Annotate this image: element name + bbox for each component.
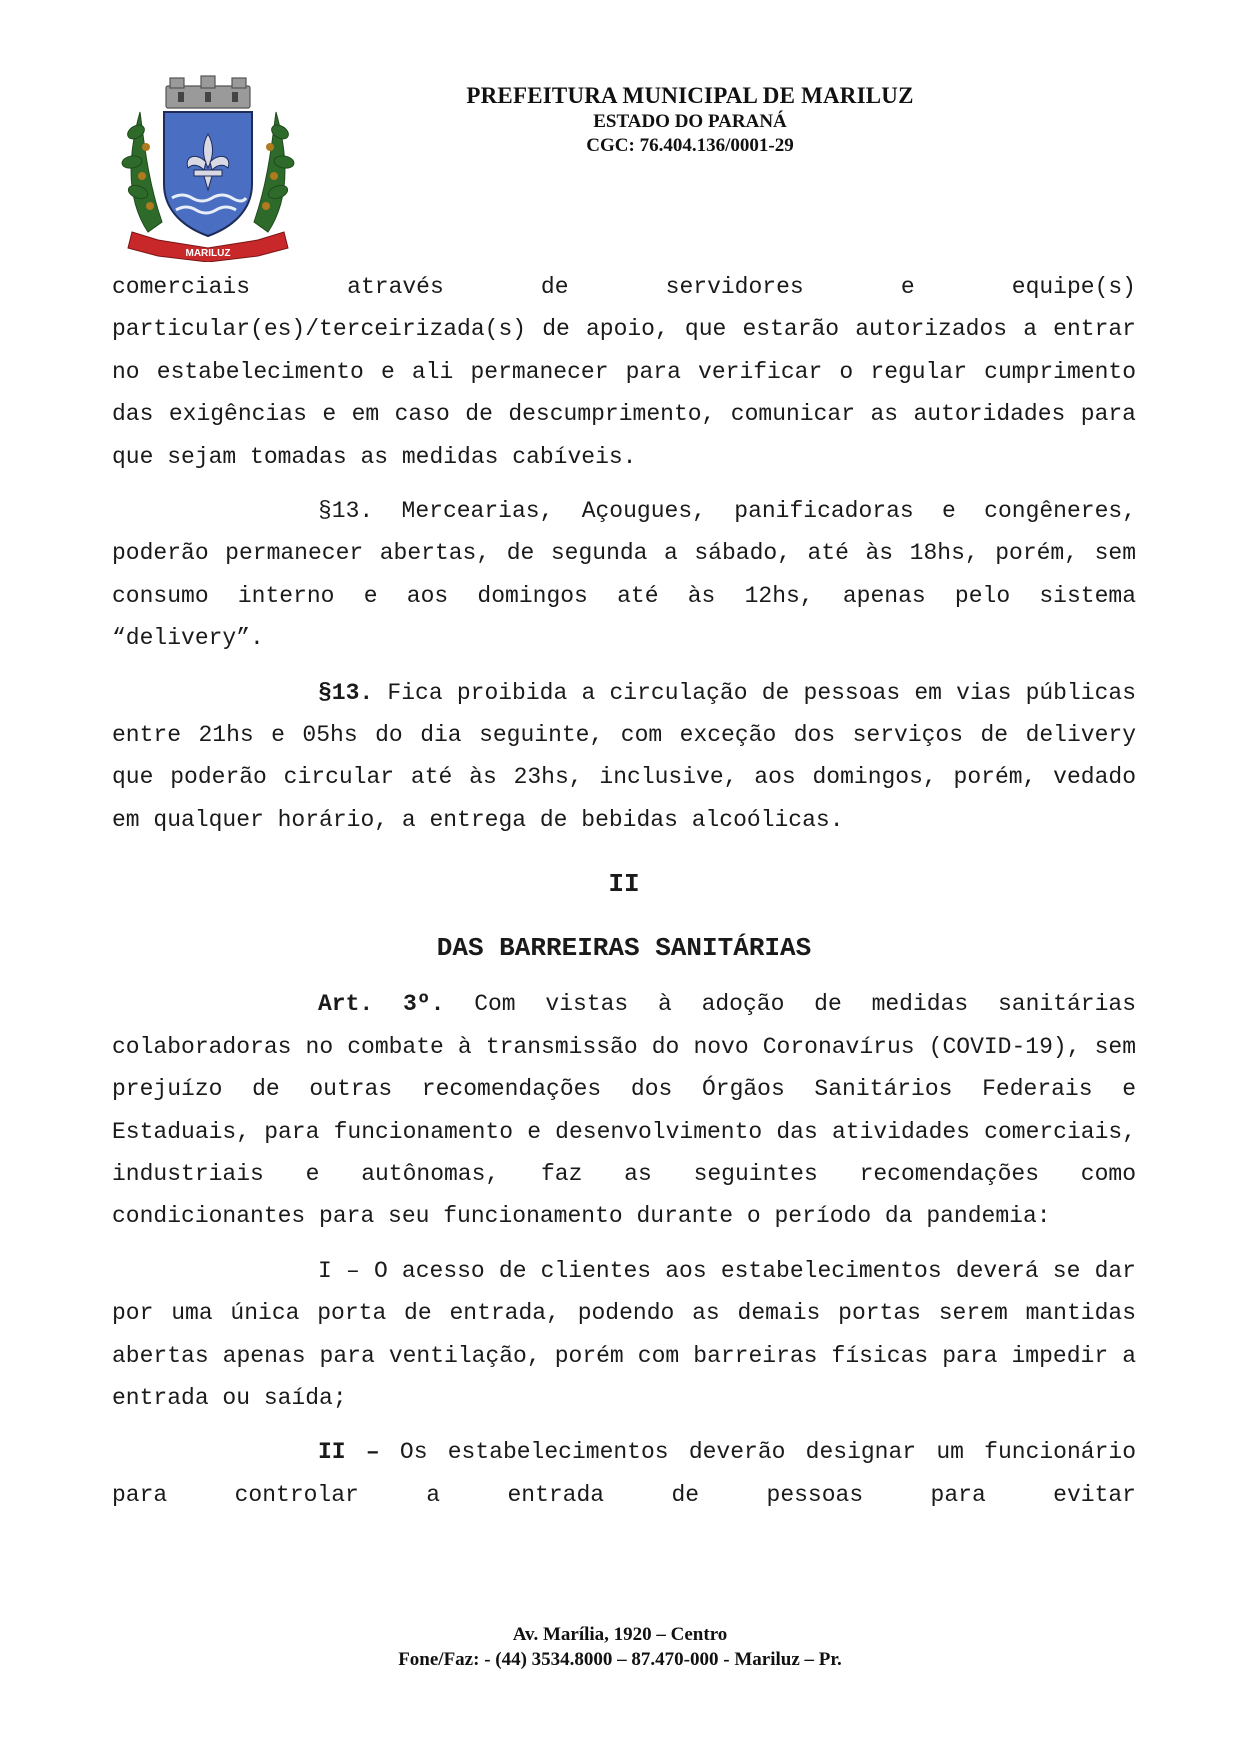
paragraph-art3 xyxy=(112,983,1136,1237)
crest-ribbon-text: MARILUZ xyxy=(185,248,231,259)
item-ii-label: II – xyxy=(318,1439,380,1466)
art3-label: Art. 3º. xyxy=(318,991,445,1018)
art3-text: Com vistas à adoção de medidas sanitárias colaboradoras no combate à transmissão do novo Coronavírus (COVID-19), sem prejuízo de outras recomendações dos Órgãos Sanitários Federais e Estaduais, para funcionamento e desenvolvimento das atividades comerciais, industriais e autônomas, faz as seguintes recomendações como condicionantes para seu funcionamento durante o período da pandemia: xyxy=(112,991,1136,1230)
paragraph-item-ii xyxy=(112,1431,1136,1516)
footer-contact: Fone/Faz: - (44) 3534.8000 – 87.470-000 - Mariluz – Pr. xyxy=(398,1649,842,1670)
header-cgc: CGC: 76.404.136/0001-29 xyxy=(586,135,794,156)
paragraph-sec13-curfew xyxy=(112,672,1136,842)
municipal-crest-logo xyxy=(118,72,298,262)
sec13-label: §13. xyxy=(318,679,374,706)
header-title: PREFEITURA MUNICIPAL DE MARILUZ xyxy=(466,83,914,108)
item-ii-text: Os estabelecimentos deverão designar um funcionário para controlar a entrada de pessoas para evitar xyxy=(112,1439,1136,1508)
chapter-number: II xyxy=(608,869,640,900)
sec13-curfew-text: Fica proibida a circulação de pessoas em vias públicas entre 21hs e 05hs do dia seguinte, com exceção dos serviços de delivery que poderão circular até às 23hs, inclusive, aos domingos, porém, vedado em qualquer horário, a entrega de bebidas alcoólicas. xyxy=(112,679,1136,833)
header-state: ESTADO DO PARANÁ xyxy=(593,111,787,132)
chapter-title: DAS BARREIRAS SANITÁRIAS xyxy=(436,933,812,964)
document-body xyxy=(112,266,1136,1516)
paragraph-sec13-grocery: §13. Mercearias, Açougues, panificadoras e congêneres, poderão permanecer abertas, de segunda a sábado, até às 18hs, porém, sem consumo interno e aos domingos até às 12hs, apenas pelo sistema “delivery”. xyxy=(112,498,1136,652)
footer-address: Av. Marília, 1920 – Centro xyxy=(512,1624,728,1645)
paragraph-item-i: I – O acesso de clientes aos estabelecimentos deverá se dar por uma única porta de entrada, podendo as demais portas serem mantidas abertas apenas para ventilação, porém com barreiras físicas para impedir a entrada ou saída; xyxy=(112,1257,1136,1411)
paragraph-continuation: comerciais através de servidores e equipe(s) particular(es)/terceirizada(s) de apoio, que estarão autorizados a entrar no estabelecimento e ali permanecer para verificar o regular cumprimento das exigências e em caso de descumprimento, comunicar as autoridades para que sejam tomadas as medidas cabíveis. xyxy=(112,274,1136,470)
page-footer xyxy=(340,1622,900,1672)
letterhead xyxy=(440,82,940,158)
